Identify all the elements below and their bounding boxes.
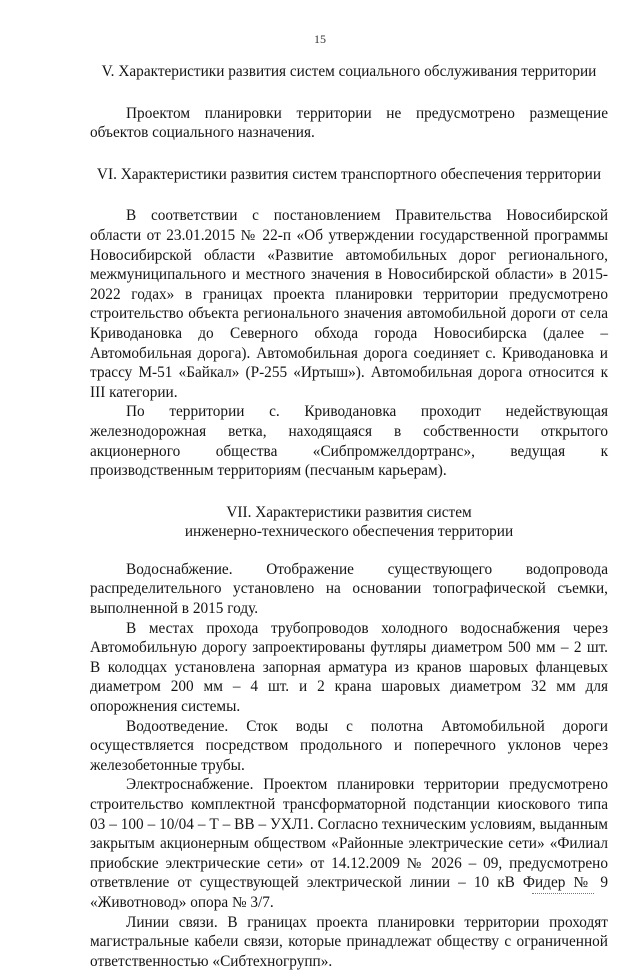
paragraph: Проектом планировки территории не предусмотрено размещение объектов социального назначения. xyxy=(90,104,608,142)
document-body xyxy=(90,62,608,971)
paragraph: В местах прохода трубопроводов холодного водоснабжения через Автомобильную дорогу запроектированы футляры диаметром 500 мм – 2 шт. В колодцах установлена запорная арматура из кранов шаровых фланцевых диаметром 200 мм – 4 шт. и 2 крана шаровых диаметром 32 мм для опорожнения системы. xyxy=(90,619,608,716)
page-number: 15 xyxy=(314,32,326,46)
section-heading-vii xyxy=(90,503,608,542)
paragraph: По территории с. Криводановка проходит недействующая железнодорожная ветка, находящаяся в собственности открытого акционерного общества «Сибпромжелдортранс», ведущая к производственным территориям (песчаным карьерам). xyxy=(90,403,608,480)
section-heading-vi: VI. Характеристики развития систем транспортного обеспечения территории xyxy=(96,165,602,183)
paragraph: В соответствии с постановлением Правительства Новосибирской области от 23.01.2015 № 22-п «Об утверждении государственной программы Новосибирской области «Развитие автомобильных дорог регионального, межмуниципального и местного значения в Новосибирской области» в 2015-2022 годах» в границах проекта планировки территории предусмотрено строительство объекта регионального значения автомобильной дороги от села Криводановка до Северного обхода города Новосибирска (далее – Автомобильная дорога). Автомобильная дорога соединяет с. Криводановка и трассу М-51 «Байкал» (Р-255 «Иртыш»). Автомобильная дорога относится к III категории. xyxy=(90,207,608,401)
paragraph: Водоотведение. Сток воды с полотна Автомобильной дороги осуществляется посредством продольного и поперечного уклонов через железобетонные трубы. xyxy=(90,717,608,774)
section-heading-v: V. Характеристики развития систем социального обслуживания территории xyxy=(101,63,597,80)
paragraph: Линии связи. В границах проекта планировки территории проходят магистральные кабели связи, которые принадлежат обществу с ограниченной ответственностью «Сибтехногрупп». xyxy=(90,913,608,970)
paragraph: Водоснабжение. Отображение существующего водопровода распределительного установлено на основании топографической съемки, выполненной в 2015 году. xyxy=(90,560,608,618)
section-heading-vii-line1: VII. Характеристики развития систем xyxy=(226,503,472,521)
section-heading-vii-line2: инженерно-технического обеспечения территории xyxy=(184,523,514,541)
footer-mark xyxy=(532,893,594,894)
paragraph: Электроснабжение. Проектом планировки территории предусмотрено строительство комплектной трансформаторной подстанции киоскового типа 03 – 100 – 10/04 – Т – ВВ – УХЛ1. Согласно техническим условиям, выданным закрытым акционерным обществом «Районные электрические сети» «Филиал приобские электрические сети» от 14.12.2009 № 2026 – 09, предусмотрено ответвление от существующей электрической линии – 10 кВ Фидер № 9 «Животновод» опора № 3/7. xyxy=(90,776,608,911)
